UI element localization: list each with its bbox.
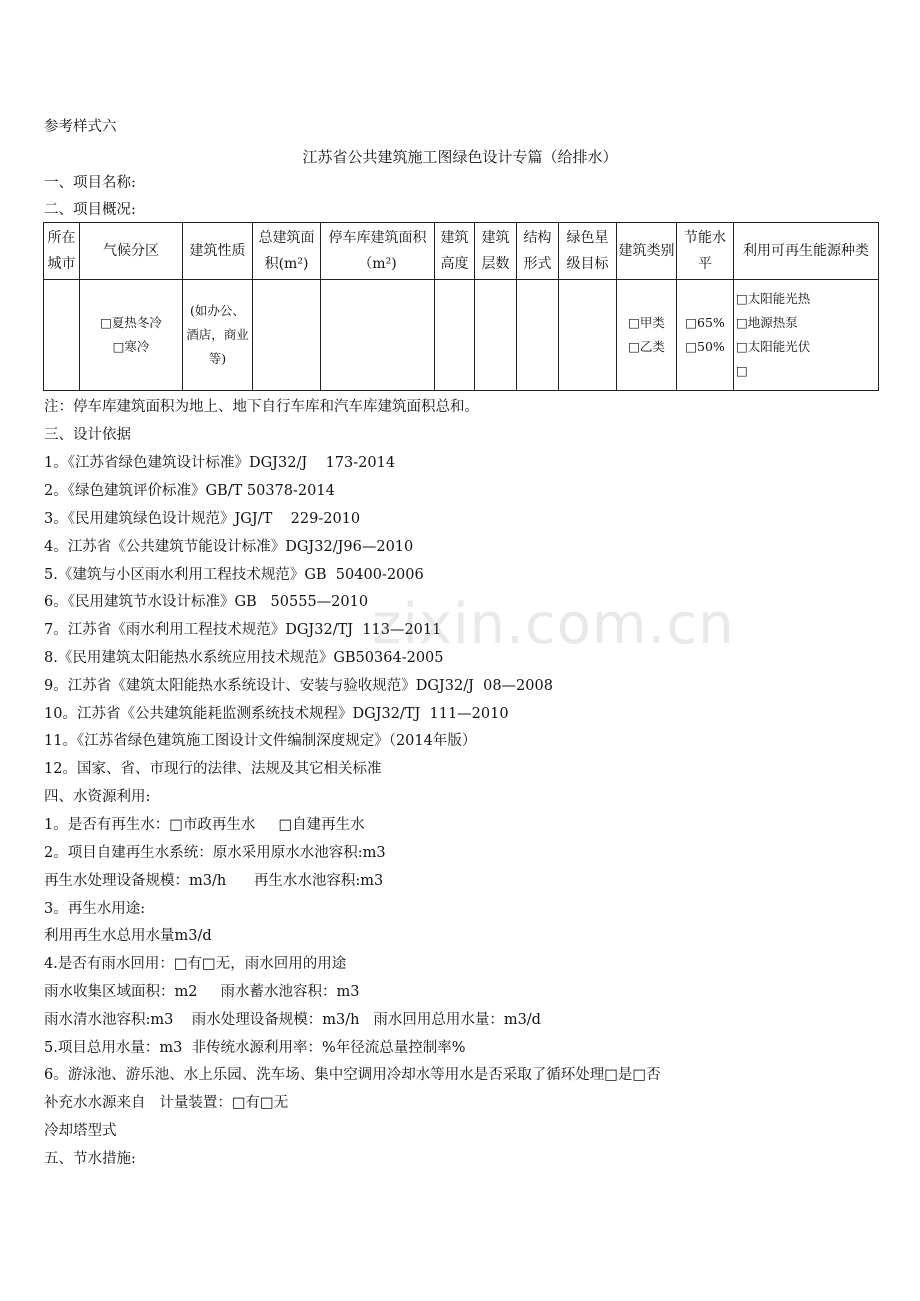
cell-total-area[interactable] — [253, 280, 321, 391]
basis-item: 10。江苏省《公共建筑能耗监测系统技术规程》DGJ32/TJ 111—2010 — [44, 706, 509, 722]
water-line: 6。游泳池、游乐池、水上乐园、洗车场、集中空调用冷却水等用水是否采取了循环处理□是□否 — [44, 1067, 661, 1083]
water-line: 补充水水源来自 计量装置：□有□无 — [44, 1095, 289, 1111]
cell-renewable-energy — [734, 280, 879, 391]
cell-climate-zone — [80, 280, 183, 391]
water-line: 雨水清水池容积:m3 雨水处理设备规模：m3/h 雨水回用总用水量：m3/d — [44, 1012, 541, 1028]
header-building-category: 建筑类别 — [617, 223, 677, 280]
category-option-b[interactable]: □乙类 — [628, 339, 665, 354]
water-line: 2。项目自建再生水系统：原水采用原水水池容积:m3 — [44, 845, 386, 861]
water-line: 再生水处理设备规模：m3/h 再生水水池容积:m3 — [44, 873, 384, 889]
watermark: zixin.com.cn — [372, 592, 735, 657]
basis-item: 5.《建筑与小区雨水利用工程技术规范》GB 50400-2006 — [44, 567, 424, 583]
page-title: 江苏省公共建筑施工图绿色设计专篇（给排水） — [302, 148, 618, 166]
header-green-star: 绿色星级目标 — [559, 223, 617, 280]
header-climate-zone: 气候分区 — [80, 223, 183, 280]
section-project-name: 一、项目名称: — [44, 175, 136, 191]
water-line: 1。是否有再生水：□市政再生水 □自建再生水 — [44, 817, 365, 833]
category-option-a[interactable]: □甲类 — [628, 315, 665, 330]
cell-floors[interactable] — [475, 280, 517, 391]
basis-item: 3。《民用建筑绿色设计规范》JGJ/T 229-2010 — [44, 511, 361, 527]
renewable-option-solar-thermal[interactable]: □太阳能光热 — [736, 291, 811, 306]
cell-building-nature: (如办公、酒店，商业等) — [183, 280, 253, 391]
cell-building-category — [617, 280, 677, 391]
water-line: 4.是否有雨水回用：□有□无，雨水回用的用途 — [44, 956, 347, 972]
header-building-nature: 建筑性质 — [183, 223, 253, 280]
section-project-overview: 二、项目概况: — [44, 202, 136, 218]
header-parking-area: 停车库建筑面积（m²) — [321, 223, 435, 280]
header-structure: 结构形式 — [517, 223, 559, 280]
water-line: 5.项目总用水量：m3 非传统水源利用率：%年径流总量控制率% — [44, 1040, 466, 1056]
basis-item: 2。《绿色建筑评价标准》GB/T 50378-2014 — [44, 483, 335, 499]
section-design-basis: 三、设计依据 — [44, 427, 131, 443]
basis-item: 7。江苏省《雨水利用工程技术规范》DGJ32/TJ 113—2011 — [44, 622, 442, 638]
header-energy-level: 节能水平 — [677, 223, 734, 280]
basis-item: 6。《民用建筑节水设计标准》GB 50555—2010 — [44, 594, 369, 610]
section-water-saving: 五、节水措施: — [44, 1151, 136, 1167]
water-line: 雨水收集区域面积：m2 雨水蓄水池容积：m3 — [44, 984, 360, 1000]
renewable-option-other[interactable]: □ — [736, 363, 748, 378]
header-label: 参考样式六 — [44, 119, 117, 135]
water-line: 3。再生水用途: — [44, 901, 146, 917]
cell-structure[interactable] — [517, 280, 559, 391]
section-water-resources: 四、水资源利用: — [44, 789, 151, 805]
header-building-height: 建筑高度 — [435, 223, 475, 280]
renewable-option-solar-pv[interactable]: □太阳能光伏 — [736, 339, 811, 354]
basis-item: 4。江苏省《公共建筑节能设计标准》DGJ32/J96—2010 — [44, 539, 414, 555]
header-floors: 建筑层数 — [475, 223, 517, 280]
cell-green-star[interactable] — [559, 280, 617, 391]
header-total-area: 总建筑面积(m²) — [253, 223, 321, 280]
project-overview-table — [43, 222, 879, 391]
climate-option-hot-summer-cold-winter[interactable]: □夏热冬冷 — [100, 315, 162, 330]
cell-building-height[interactable] — [435, 280, 475, 391]
climate-option-cold[interactable]: □寒冷 — [112, 339, 150, 354]
basis-item: 9。江苏省《建筑太阳能热水系统设计、安装与验收规范》DGJ32/J 08—2008 — [44, 678, 553, 694]
basis-item: 11。《江苏省绿色建筑施工图设计文件编制深度规定》（2014年版） — [44, 733, 477, 749]
energy-option-65[interactable]: □65% — [685, 315, 725, 330]
header-renewable-energy: 利用可再生能源种类 — [734, 223, 879, 280]
basis-item: 12。国家、省、市现行的法律、法规及其它相关标准 — [44, 761, 382, 777]
basis-item: 1。《江苏省绿色建筑设计标准》DGJ32/J 173-2014 — [44, 455, 396, 471]
cell-parking-area[interactable] — [321, 280, 435, 391]
energy-option-50[interactable]: □50% — [685, 339, 725, 354]
basis-item: 8.《民用建筑太阳能热水系统应用技术规范》GB50364-2005 — [44, 650, 444, 666]
cell-energy-level — [677, 280, 734, 391]
water-line: 利用再生水总用水量m3/d — [44, 928, 212, 944]
header-city: 所在城市 — [44, 223, 80, 280]
cell-city[interactable] — [44, 280, 80, 391]
water-line: 冷却塔型式 — [44, 1123, 117, 1139]
renewable-option-ground-source[interactable]: □地源热泵 — [736, 315, 798, 330]
parking-area-note: 注：停车库建筑面积为地上、地下自行车库和汽车库建筑面积总和。 — [44, 399, 479, 415]
